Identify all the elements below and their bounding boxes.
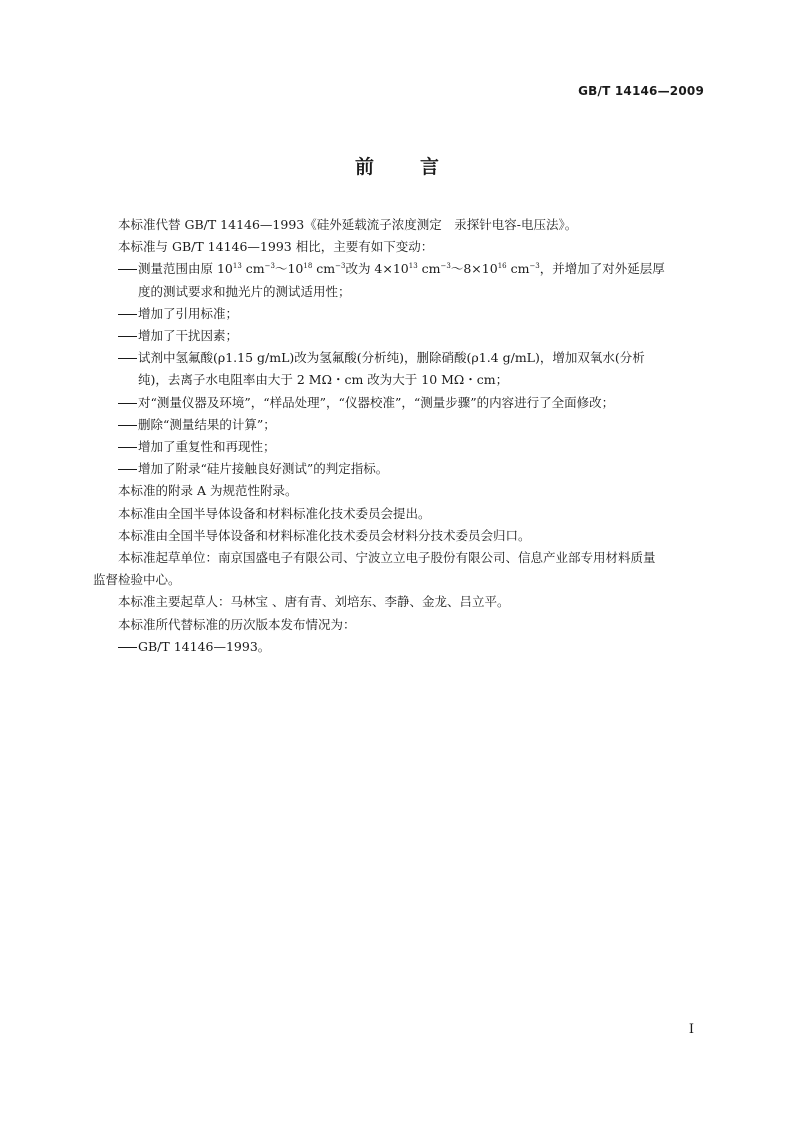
change-item-removed-calculation: 删除“测量结果的计算”； xyxy=(138,416,276,432)
paragraph-replaces: 本标准代替 GB/T 14146—1993《硅外延载流子浓度测定 汞探针电容-电压法》。 xyxy=(118,217,578,232)
paragraph-drafting-units: 本标准起草单位：南京国盛电子有限公司、宁波立立电子股份有限公司、信息产业部专用材料质量 监督检验中心。 xyxy=(93,550,656,588)
paragraph-appendix: 本标准的附录 A 为规范性附录。 xyxy=(118,483,298,499)
paragraph-history: 本标准所代替标准的历次版本发布情况为： xyxy=(118,616,356,632)
change-item-measurement-range: 测量范围由原 $10^{13}$ $cm^{-3}\sim 10^{18}$ $cm^{-3}$改为 $4\times 10^{13}$ $cm^{-3}\sim 8\times 10^{16}$ $cm^{-3}$，并增加了对外延层厚 度的测试要求和抛光片的测试适用性； xyxy=(138,261,665,299)
change-item-references: 增加了引用标准； xyxy=(138,305,239,321)
history-item: GB/T 14146—1993。 xyxy=(138,638,271,654)
change-item-revisions: 对“测量仪器及环境”，“样品处理”，“仪器校准”，“测量步骤”的内容进行了全面修改； xyxy=(138,394,615,410)
foreword-body xyxy=(93,214,706,658)
page-title xyxy=(0,152,794,179)
change-item-interference: 增加了干扰因素； xyxy=(138,328,239,344)
paragraph-centralized-by: 本标准由全国半导体设备和材料标准化技术委员会材料分技术委员会归口。 xyxy=(118,527,531,543)
change-item-reagents: 试剂中氢氟酸(ρ1.15 g/mL)改为氢氟酸(分析纯)，删除硝酸(ρ1.4 g/mL)，增加双氧水(分析 纯)，去离子水电阻率由大于 2 MΩ・cm 改为大于 10 MΩ・cm； xyxy=(138,350,645,388)
change-item-appendix: 增加了附录“硅片接触良好测试”的判定指标。 xyxy=(138,461,389,477)
paragraph-proposed-by: 本标准由全国半导体设备和材料标准化技术委员会提出。 xyxy=(118,505,431,521)
title-char-2: 言 xyxy=(420,156,440,178)
paragraph-changes-intro: 本标准与 GB/T 14146—1993 相比，主要有如下变动： xyxy=(118,239,434,255)
paragraph-drafters: 本标准主要起草人：马林宝 、唐有青、刘培东、李静、金龙、吕立平。 xyxy=(118,594,510,610)
title-char-1: 前 xyxy=(354,156,374,178)
change-item-repeatability: 增加了重复性和再现性； xyxy=(138,439,276,455)
standard-code: GB/T 14146—2009 xyxy=(578,84,704,98)
page-number: I xyxy=(688,1022,694,1037)
